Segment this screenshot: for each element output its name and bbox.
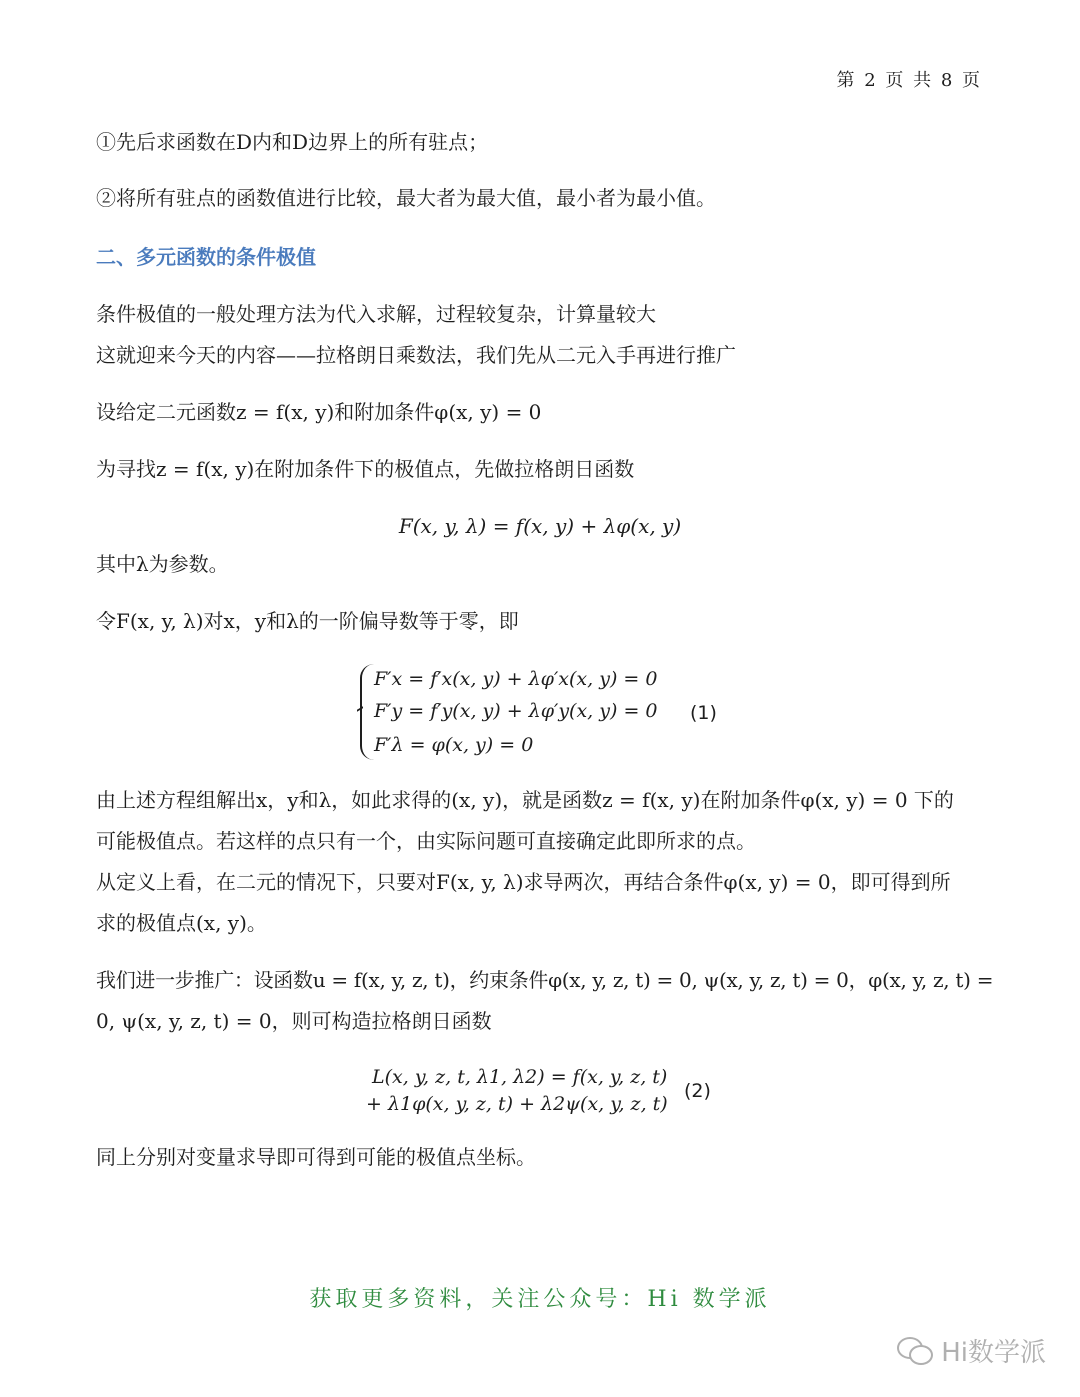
paragraph-line: 这就迎来今天的内容——拉格朗日乘数法，我们先从二元入手再进行推广 [96,343,736,367]
section-heading: 二、多元函数的条件极值 [96,245,316,269]
watermark [897,1330,1046,1370]
equation-row: F′y = f′y(x, y) + λφ′y(x, y) = 0 [374,700,658,722]
paragraph-line: 令F(x, y, λ)对x，y和λ的一阶偏导数等于零，即 [96,609,519,633]
watermark-label: Hi数学派 [941,1337,1046,1368]
equation-row: L(x, y, z, t, λ1, λ2) = f(x, y, z, t) [372,1066,668,1088]
equation-system-1 [360,664,740,764]
page-indicator: 第 2 页 共 8 页 [836,70,982,91]
paragraph-line: 由上述方程组解出x，y和λ，如此求得的(x, y)，就是函数z = f(x, y)在附加条件φ(x, y) = 0 下的 [96,788,954,812]
paragraph-line: 我们进一步推广：设函数u = f(x, y, z, t)，约束条件φ(x, y, z, t) = 0, ψ(x, y, z, t) = 0，φ(x, y, z, t) = [96,968,994,992]
paragraph-line: 为寻找z = f(x, y)在附加条件下的极值点，先做拉格朗日函数 [96,457,635,481]
paragraph-line: 求的极值点(x, y)。 [96,911,267,935]
paragraph-line: 设给定二元函数z = f(x, y)和附加条件φ(x, y) = 0 [96,400,542,424]
paragraph-line: 同上分别对变量求导即可得到可能的极值点坐标。 [96,1145,536,1169]
paragraph-line: 其中λ为参数。 [96,552,229,576]
paragraph-line: 条件极值的一般处理方法为代入求解，过程较复杂，计算量较大 [96,302,656,326]
equation-number: (2) [684,1080,711,1102]
equation-row: + λ1φ(x, y, z, t) + λ2ψ(x, y, z, t) [366,1093,668,1115]
equation-row: F′λ = φ(x, y) = 0 [374,734,534,756]
wechat-icon [897,1335,933,1365]
equation-number: (1) [690,702,717,724]
step-2: ②将所有驻点的函数值进行比较，最大者为最大值，最小者为最小值。 [96,186,716,210]
paragraph-line: 从定义上看，在二元的情况下，只要对F(x, y, λ)求导两次，再结合条件φ(x, y) = 0，即可得到所 [96,870,951,894]
footer-promo: 获取更多资料，关注公众号：Hi 数学派 [309,1287,771,1312]
equation-row: F′x = f′x(x, y) + λφ′x(x, y) = 0 [374,668,658,690]
lagrange-formula: F(x, y, λ) = f(x, y) + λφ(x, y) [398,514,682,538]
brace-icon [360,664,374,760]
paragraph-line: 0, ψ(x, y, z, t) = 0，则可构造拉格朗日函数 [96,1009,492,1033]
step-1: ①先后求函数在D内和D边界上的所有驻点； [96,130,489,154]
paragraph-line: 可能极值点。若这样的点只有一个，由实际问题可直接确定此即所求的点。 [96,829,756,853]
